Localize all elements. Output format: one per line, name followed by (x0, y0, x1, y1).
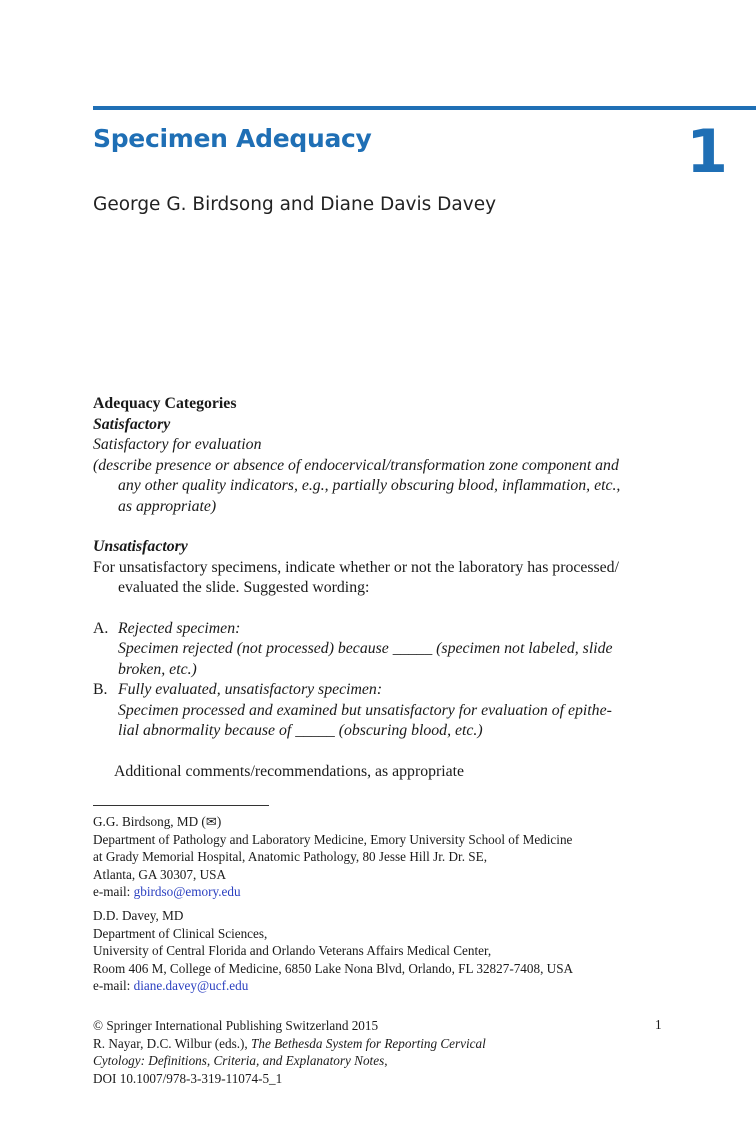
affiliation-line: Atlanta, GA 30307, USA (93, 866, 226, 882)
satisfactory-line: Satisfactory for evaluation (93, 436, 262, 453)
email-label: e-mail: (93, 978, 134, 994)
unsatisfactory-heading: Unsatisfactory (93, 538, 188, 555)
email-link[interactable]: diane.davey@ucf.edu (133, 978, 249, 994)
satisfactory-desc-line: (describe presence or absence of endocervical/transformation zone component and (93, 456, 619, 474)
copyright-line: © Springer International Publishing Switzerland 2015 (93, 1018, 379, 1033)
list-item (93, 680, 668, 742)
adequacy-section (93, 394, 668, 782)
chapter-header-rule (93, 106, 756, 110)
affiliation-line: University of Central Florida and Orlando Veterans Affairs Medical Center, (93, 943, 492, 959)
author-name: G.G. Birdsong, MD (✉) (93, 814, 222, 829)
editors-text: R. Nayar, D.C. Wilbur (eds.), (93, 1035, 252, 1051)
email-label: e-mail: (93, 884, 134, 900)
citation-line (93, 1035, 693, 1053)
list-item-line: Specimen processed and examined but unsatisfactory for evaluation of epithe- (118, 701, 612, 719)
affiliation-line: at Grady Memorial Hospital, Anatomic Pathology, 80 Jesse Hill Jr. Dr. SE, (93, 849, 487, 865)
list-item-title: Fully evaluated, unsatisfactory specimen: (118, 681, 383, 698)
additional-comments: Additional comments/recommendations, as appropriate (114, 762, 465, 780)
list-item-title: Rejected specimen: (118, 619, 241, 637)
satisfactory-desc-line: as appropriate) (118, 497, 217, 515)
satisfactory-desc-line: any other quality indicators, e.g., partially obscuring blood, inflammation, etc., (118, 477, 621, 494)
unsatisfactory-text-line: For unsatisfactory specimens, indicate whether or not the laboratory has processed/ (93, 558, 619, 576)
email-link[interactable]: gbirdso@emory.edu (133, 884, 241, 900)
author-affiliation-1 (93, 813, 693, 901)
affiliation-line: Department of Clinical Sciences, (93, 925, 268, 941)
footnote-rule (93, 805, 269, 806)
list-item (93, 619, 668, 681)
page-number: 1 (655, 1017, 662, 1032)
unsatisfactory-text-line: evaluated the slide. Suggested wording: (118, 579, 370, 596)
list-item-line: broken, etc.) (118, 660, 197, 678)
book-title-suffix: , (384, 1053, 388, 1069)
list-item-line: lial abnormality because of _____ (obscuring blood, etc.) (118, 722, 483, 739)
author-affiliation-2 (93, 907, 693, 995)
doi-line: DOI 10.1007/978-3-319-11074-5_1 (93, 1070, 283, 1086)
citation-line (93, 1052, 693, 1070)
author-name: D.D. Davey, MD (93, 908, 184, 923)
chapter-number: 1 (686, 117, 728, 187)
book-title-part: Cytology: Definitions, Criteria, and Explanatory Notes (93, 1053, 385, 1069)
publication-info (93, 1017, 693, 1087)
email-line (93, 883, 693, 901)
affiliation-line: Room 406 M, College of Medicine, 6850 Lake Nona Blvd, Orlando, FL 32827-7408, USA (93, 960, 574, 976)
satisfactory-heading: Satisfactory (93, 415, 171, 433)
affiliation-line: Department of Pathology and Laboratory Medicine, Emory University School of Medicine (93, 831, 573, 847)
chapter-title: Specimen Adequacy (93, 124, 372, 153)
email-line (93, 977, 693, 995)
list-item-line: Specimen rejected (not processed) because _____ (specimen not labeled, slide (118, 640, 613, 657)
adequacy-heading: Adequacy Categories (93, 395, 237, 412)
book-title-part: The Bethesda System for Reporting Cervical (251, 1035, 486, 1051)
list-item-letter: A. (93, 619, 109, 637)
list-item-letter: B. (93, 681, 108, 698)
chapter-authors: George G. Birdsong and Diane Davis Davey (93, 194, 497, 215)
